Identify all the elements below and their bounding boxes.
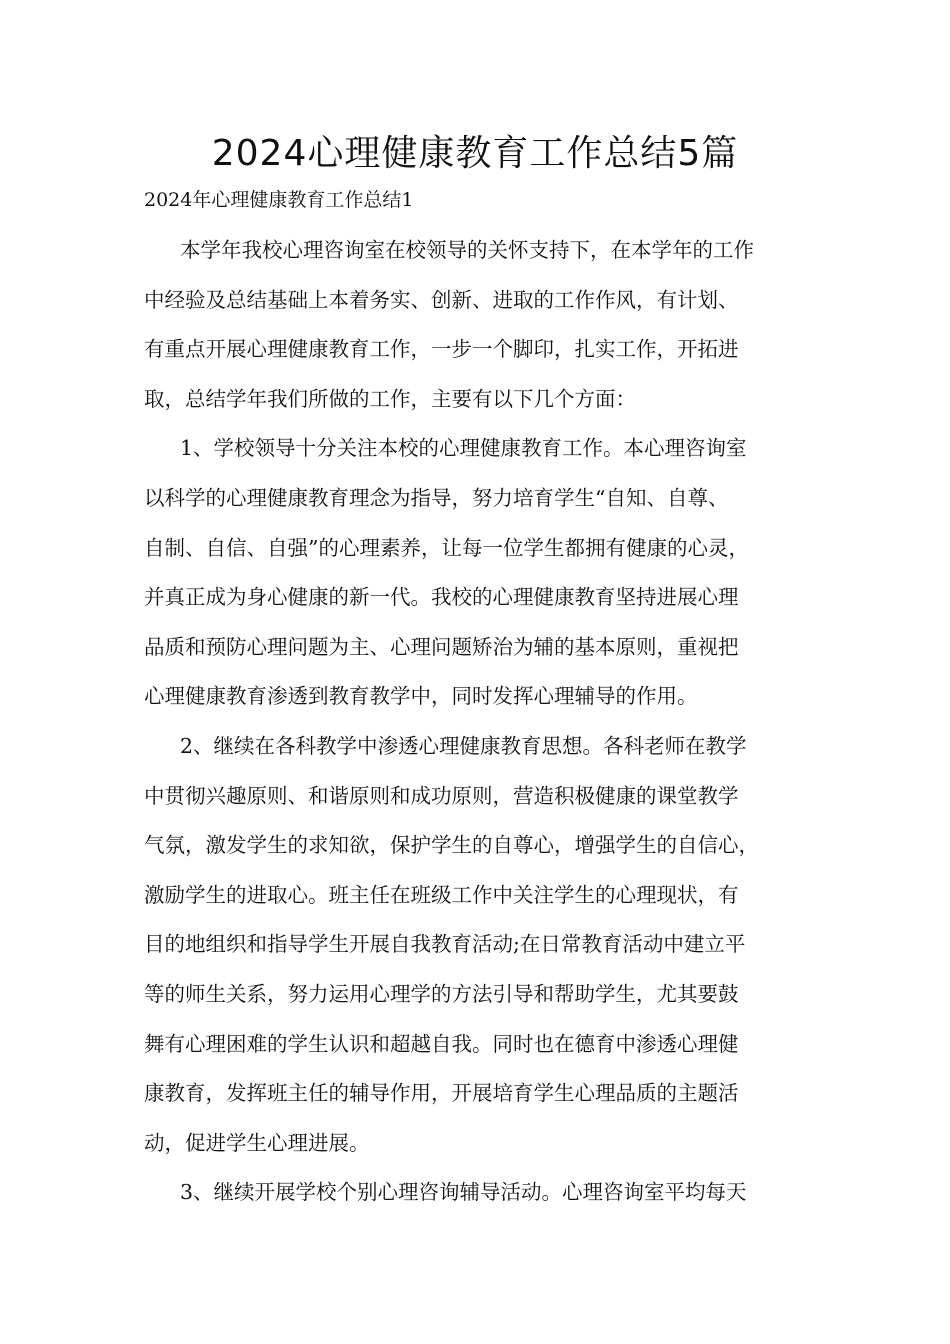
paragraph-2 [144, 424, 806, 722]
paragraph-line: 1、学校领导十分关注本校的心理健康教育工作。本心理咨询室 [180, 436, 747, 461]
paragraph-line: 等的师生关系，努力运用心理学的方法引导和帮助学生，尤其要鼓 [144, 981, 739, 1006]
paragraph-line: 舞有心理困难的学生认识和超越自我。同时也在德育中渗透心理健 [144, 1031, 739, 1056]
paragraph-line: 品质和预防心理问题为主、心理问题矫治为辅的基本原则，重视把 [144, 634, 739, 659]
paragraph-4 [144, 1168, 806, 1218]
paragraph-line: 取，总结学年我们所做的工作，主要有以下几个方面： [144, 386, 636, 411]
paragraph-line: 中贯彻兴趣原则、和谐原则和成功原则，营造积极健康的课堂教学 [144, 783, 739, 808]
paragraph-line: 气氛，激发学生的求知欲，保护学生的自尊心，增强学生的自信心， [144, 833, 759, 858]
paragraph-line: 3、继续开展学校个别心理咨询辅导活动。心理咨询室平均每天 [180, 1180, 747, 1205]
paragraph-line: 康教育，发挥班主任的辅导作用，开展培育学生心理品质的主题活 [144, 1081, 739, 1106]
paragraph-line: 动，促进学生心理进展。 [144, 1130, 370, 1155]
document-title: 2024心理健康教育工作总结5篇 [211, 133, 739, 174]
paragraph-line: 自制、自信、自强”的心理素养，让每一位学生都拥有健康的心灵， [144, 535, 749, 560]
paragraph-line: 目的地组织和指导学生开展自我教育活动;在日常教育活动中建立平 [144, 932, 746, 957]
section-heading: 2024年心理健康教育工作总结1 [144, 189, 414, 211]
paragraph-line: 并真正成为身心健康的新一代。我校的心理健康教育坚持进展心理 [144, 585, 739, 610]
paragraph-line: 中经验及总结基础上本着务实、创新、进取的工作作风，有计划、 [144, 287, 739, 312]
document-body [144, 226, 806, 1218]
paragraph-line: 心理健康教育渗透到教育教学中，同时发挥心理辅导的作用。 [144, 684, 698, 709]
paragraph-line: 有重点开展心理健康教育工作，一步一个脚印，扎实工作，开拓进 [144, 337, 739, 362]
paragraph-line: 本学年我校心理咨询室在校领导的关怀支持下，在本学年的工作 [180, 238, 754, 262]
paragraph-line: 2、继续在各科教学中渗透心理健康教育思想。各科老师在教学 [180, 733, 747, 758]
paragraph-3 [144, 722, 806, 1168]
paragraph-1 [144, 226, 806, 424]
paragraph-line: 激励学生的进取心。班主任在班级工作中关注学生的心理现状，有 [144, 882, 739, 907]
paragraph-line: 以科学的心理健康教育理念为指导，努力培育学生“自知、自尊、 [144, 485, 729, 510]
